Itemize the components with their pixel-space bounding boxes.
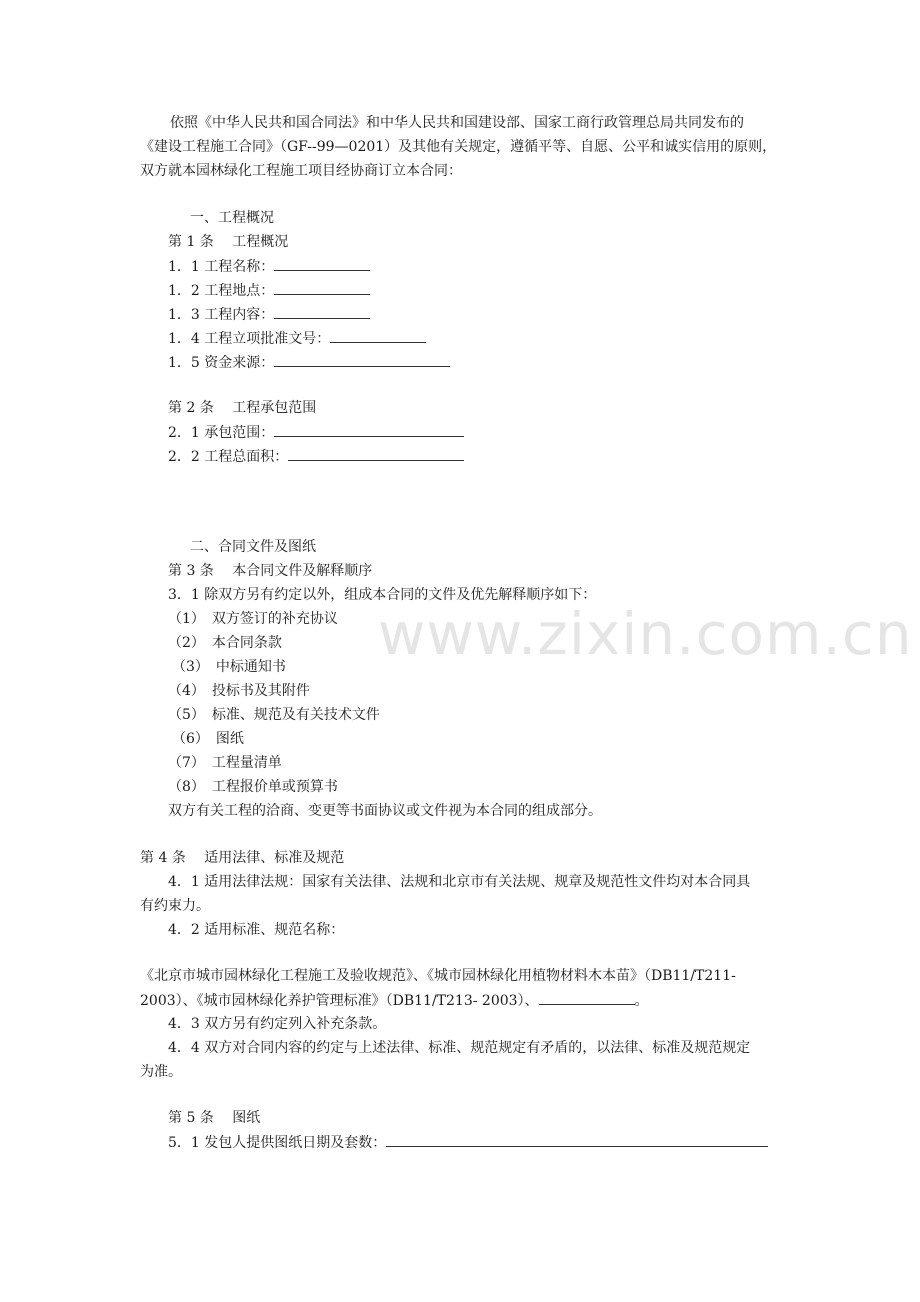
fill-in-blank xyxy=(274,304,370,319)
intro-line-1: 依照《中华人民共和国合同法》和中华人民共和国建设部、国家工商行政管理总局共同发布的 xyxy=(170,115,744,131)
fill-in-blank xyxy=(288,446,464,461)
item-1-4 xyxy=(168,328,426,348)
article-2-title: 第 2 条 工程承包范围 xyxy=(168,400,317,416)
fill-in-blank xyxy=(330,328,426,343)
list-item: （6） 图纸 xyxy=(172,731,244,747)
list-item: （5） 标准、规范及有关技术文件 xyxy=(168,707,380,723)
item-2-2 xyxy=(168,446,464,466)
item-4-1-line-2: 有约束力。 xyxy=(140,898,210,914)
list-item: （7） 工程量清单 xyxy=(168,755,282,771)
item-4-1-line-1: 4．1 适用法律法规：国家有关法律、法规和北京市有关法规、规章及规范性文件均对本合同具 xyxy=(168,874,751,890)
fill-in-blank xyxy=(274,256,370,271)
item-4-4-line-1: 4．4 双方对合同内容的约定与上述法律、标准、规范规定有矛盾的，以法律、标准及规范规定 xyxy=(168,1040,751,1056)
standards-line-2 xyxy=(140,990,649,1010)
standards-line-2-end: 。 xyxy=(634,993,649,1009)
item-1-1-label: 1．1 工程名称： xyxy=(168,259,275,275)
item-1-5 xyxy=(168,352,450,372)
item-1-3-label: 1．3 工程内容： xyxy=(168,307,275,323)
fill-in-blank xyxy=(274,352,450,367)
item-3-1: 3．1 除双方另有约定以外，组成本合同的文件及优先解释顺序如下： xyxy=(168,587,597,603)
item-1-5-label: 1．5 资金来源： xyxy=(168,355,275,371)
article-3-title: 第 3 条 本合同文件及解释顺序 xyxy=(168,563,373,579)
section-heading-2: 二、合同文件及图纸 xyxy=(190,539,316,555)
item-1-1 xyxy=(168,256,370,276)
section-heading-1: 一、工程概况 xyxy=(190,210,274,226)
item-2-2-label: 2．2 工程总面积： xyxy=(168,449,289,465)
fill-in-blank xyxy=(539,990,635,1005)
item-2-1-label: 2．1 承包范围： xyxy=(168,425,275,441)
item-4-2: 4．2 适用标准、规范名称： xyxy=(168,922,345,938)
list-item: （1） 双方签订的补充协议 xyxy=(168,611,338,627)
item-1-4-label: 1．4 工程立项批准文号： xyxy=(168,331,331,347)
item-4-3: 4．3 双方另有约定列入补充条款。 xyxy=(168,1016,387,1032)
item-4-4-line-2: 为准。 xyxy=(140,1064,182,1080)
item-5-1 xyxy=(168,1132,768,1152)
item-1-2-label: 1．2 工程地点： xyxy=(168,283,275,299)
item-1-2 xyxy=(168,280,370,300)
list-item: （2） 本合同条款 xyxy=(168,635,282,651)
item-1-3 xyxy=(168,304,370,324)
article-4-title: 第 4 条 适用法律、标准及规范 xyxy=(140,850,345,866)
section-2-note: 双方有关工程的洽商、变更等书面协议或文件视为本合同的组成部分。 xyxy=(168,803,602,819)
standards-line-1: 《北京市城市园林绿化工程施工及验收规范》、《城市园林绿化用植物材料木本苗》（DB11/T211- xyxy=(140,968,736,984)
watermark: www.zixin.com.cn xyxy=(378,600,913,668)
item-5-1-label: 5．1 发包人提供图纸日期及套数： xyxy=(168,1135,387,1151)
article-5-title: 第 5 条 图纸 xyxy=(168,1110,261,1126)
fill-in-blank xyxy=(274,422,464,437)
list-item: （8） 工程报价单或预算书 xyxy=(168,779,338,795)
list-item: （4） 投标书及其附件 xyxy=(168,683,310,699)
fill-in-blank xyxy=(386,1132,768,1147)
standards-line-2-text: 2003）、《城市园林绿化养护管理标准》（DB11/T213- 2003）、 xyxy=(140,993,539,1009)
intro-line-2: 《建设工程施工合同》（GF--99—0201）及其他有关规定，遵循平等、自愿、公平和诚实信用的原则， xyxy=(140,139,777,155)
fill-in-blank xyxy=(274,280,370,295)
item-2-1 xyxy=(168,422,464,442)
article-1-title: 第 1 条 工程概况 xyxy=(168,234,289,250)
list-item: （3） 中标通知书 xyxy=(172,659,286,675)
intro-line-3: 双方就本园林绿化工程施工项目经协商订立本合同： xyxy=(140,163,462,179)
